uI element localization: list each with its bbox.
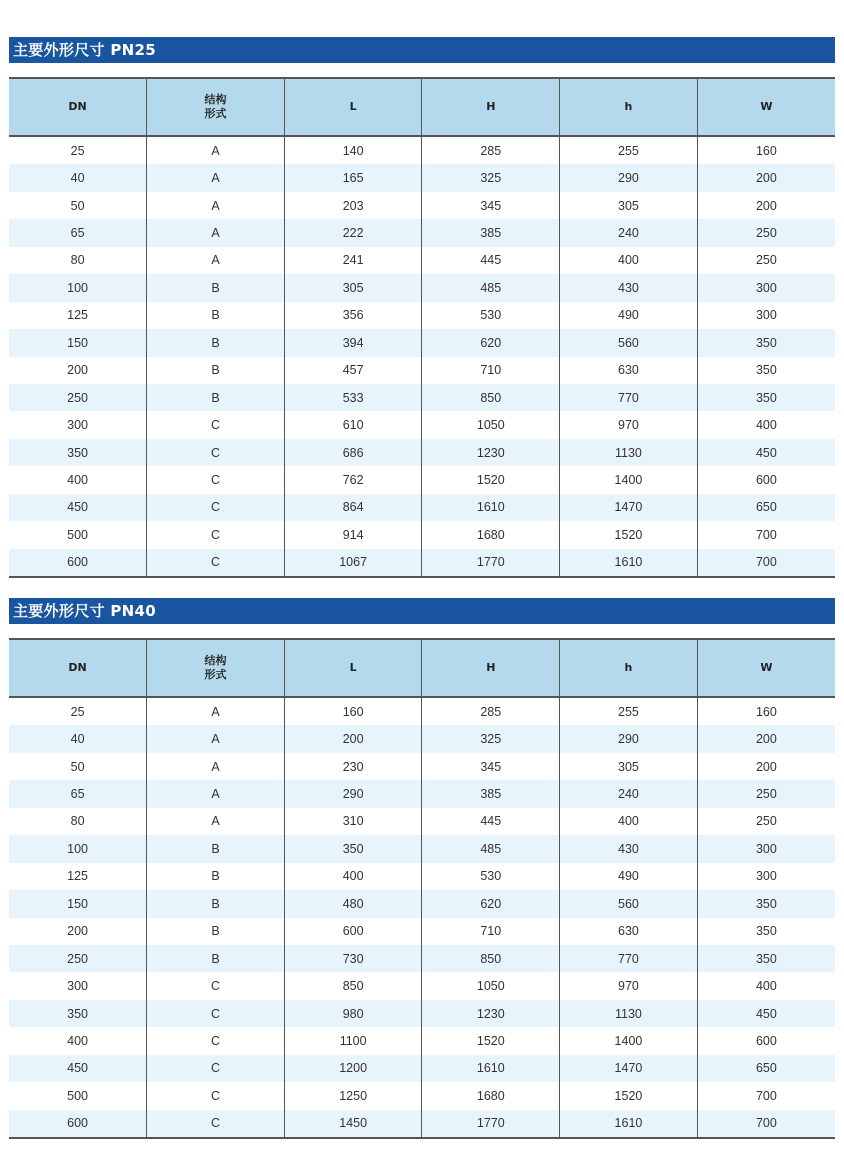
table-cell: C	[147, 521, 285, 548]
table-cell: 1400	[560, 1027, 698, 1054]
table-cell: 65	[9, 780, 147, 807]
table-cell: 1610	[422, 1055, 560, 1082]
table-header-row	[9, 639, 835, 697]
table-row	[9, 697, 835, 725]
table-cell: B	[147, 357, 285, 384]
table-cell: C	[147, 411, 285, 438]
table-cell: C	[147, 549, 285, 577]
table-cell: 864	[284, 494, 422, 521]
table-cell: 1680	[422, 521, 560, 548]
column-header: DN	[9, 78, 147, 136]
table-cell: 25	[70, 704, 85, 719]
table-cell: 222	[284, 219, 422, 246]
table-cell: C	[147, 1000, 285, 1027]
table-cell: 970	[560, 411, 698, 438]
column-header: H	[422, 639, 560, 697]
table-cell: 285	[422, 136, 560, 164]
column-header: h	[560, 639, 698, 697]
table-cell: 850	[422, 384, 560, 411]
table-cell: C	[147, 494, 285, 521]
table-cell: 241	[284, 247, 422, 274]
table-cell: 1610	[422, 494, 560, 521]
table-cell: 200	[67, 363, 88, 378]
table-cell: B	[147, 329, 285, 356]
table-cell: 300	[697, 835, 835, 862]
table-cell: 290	[560, 725, 698, 752]
table-row	[9, 384, 835, 411]
table-row	[9, 863, 835, 890]
table-cell: 710	[422, 357, 560, 384]
table-cell: 1680	[422, 1082, 560, 1109]
table-row	[9, 302, 835, 329]
table-cell: 457	[284, 357, 422, 384]
table-cell: 1250	[284, 1082, 422, 1109]
table-cell: C	[147, 1110, 285, 1138]
table-cell: 400	[697, 411, 835, 438]
table-cell: B	[147, 890, 285, 917]
table-header-row	[9, 78, 835, 136]
table-cell: 305	[560, 753, 698, 780]
table-cell: 305	[284, 274, 422, 301]
pn25-section	[9, 37, 835, 578]
table-cell: 450	[697, 439, 835, 466]
column-header: DN	[9, 639, 147, 697]
column-header: L	[284, 78, 422, 136]
table-row	[9, 219, 835, 246]
table-cell: 560	[560, 329, 698, 356]
dimension-table	[9, 638, 835, 1139]
table-cell: 1520	[422, 466, 560, 493]
column-header: L	[284, 639, 422, 697]
table-cell: 345	[422, 192, 560, 219]
table-cell: 1050	[422, 972, 560, 999]
table-cell: 350	[697, 329, 835, 356]
table-cell: 700	[697, 521, 835, 548]
table-cell: 345	[422, 753, 560, 780]
table-cell: 500	[67, 527, 88, 542]
table-row	[9, 890, 835, 917]
table-cell: 1230	[422, 1000, 560, 1027]
table-row	[9, 164, 835, 191]
table-cell: 730	[284, 945, 422, 972]
table-cell: 50	[70, 198, 85, 213]
table-cell: 385	[422, 780, 560, 807]
table-cell: 1130	[560, 439, 698, 466]
table-cell: 1520	[422, 1027, 560, 1054]
table-cell: 40	[9, 164, 147, 191]
table-cell: B	[147, 274, 285, 301]
table-row	[9, 753, 835, 780]
table-cell: B	[147, 945, 285, 972]
column-header: W	[697, 78, 835, 136]
table-row	[9, 494, 835, 521]
table-cell: 200	[284, 725, 422, 752]
table-row	[9, 329, 835, 356]
table-cell: A	[147, 219, 285, 246]
table-cell: 160	[284, 697, 422, 725]
table-cell: 762	[284, 466, 422, 493]
table-cell: A	[147, 780, 285, 807]
table-cell: 1470	[560, 1055, 698, 1082]
table-row	[9, 972, 835, 999]
table-cell: 630	[560, 357, 698, 384]
table-cell: 255	[560, 697, 698, 725]
table-cell: 1400	[560, 466, 698, 493]
table-cell: 250	[697, 808, 835, 835]
table-cell: 385	[422, 219, 560, 246]
table-cell: 325	[422, 725, 560, 752]
table-cell: 620	[422, 890, 560, 917]
table-cell: 1100	[284, 1027, 422, 1054]
table-cell: B	[147, 835, 285, 862]
table-cell: 350	[697, 945, 835, 972]
table-cell: 165	[284, 164, 422, 191]
table-cell: 430	[560, 835, 698, 862]
section-title: 主要外形尺寸 PN40	[9, 598, 835, 624]
table-cell: 350	[697, 918, 835, 945]
table-cell: 300	[67, 979, 88, 994]
table-cell: 445	[422, 247, 560, 274]
table-cell: 770	[560, 384, 698, 411]
table-cell: 700	[697, 549, 835, 577]
table-cell: 350	[697, 384, 835, 411]
table-cell: 445	[422, 808, 560, 835]
table-cell: B	[147, 384, 285, 411]
table-cell: 350	[9, 439, 147, 466]
table-cell: 300	[697, 863, 835, 890]
table-body	[9, 697, 835, 1138]
table-cell: 480	[284, 890, 422, 917]
table-cell: B	[147, 918, 285, 945]
table-cell: 485	[422, 274, 560, 301]
table-cell: 500	[67, 1088, 88, 1103]
table-cell: 325	[422, 164, 560, 191]
table-cell: 1610	[560, 1110, 698, 1138]
table-row	[9, 136, 835, 164]
table-cell: C	[147, 972, 285, 999]
table-cell: 255	[560, 136, 698, 164]
table-cell: 125	[67, 308, 88, 323]
table-row	[9, 411, 835, 438]
table-cell: 100	[9, 835, 147, 862]
table-cell: 240	[560, 780, 698, 807]
table-cell: 350	[697, 890, 835, 917]
table-cell: 650	[697, 1055, 835, 1082]
table-cell: 300	[697, 274, 835, 301]
table-cell: 600	[9, 1110, 147, 1138]
table-cell: 50	[70, 759, 85, 774]
table-cell: 1130	[560, 1000, 698, 1027]
table-row	[9, 780, 835, 807]
table-cell: 305	[560, 192, 698, 219]
table-cell: 700	[697, 1082, 835, 1109]
table-row	[9, 549, 835, 577]
table-cell: 1067	[284, 549, 422, 577]
table-cell: 400	[697, 972, 835, 999]
table-cell: 530	[422, 302, 560, 329]
table-cell: 350	[284, 835, 422, 862]
table-cell: 850	[422, 945, 560, 972]
table-cell: 700	[697, 1110, 835, 1138]
table-cell: B	[147, 863, 285, 890]
table-cell: 200	[697, 753, 835, 780]
table-cell: 1610	[560, 549, 698, 577]
table-cell: 980	[284, 1000, 422, 1027]
table-cell: 1050	[422, 411, 560, 438]
table-row	[9, 945, 835, 972]
table-row	[9, 725, 835, 752]
table-cell: A	[147, 753, 285, 780]
table-cell: 356	[284, 302, 422, 329]
table-body	[9, 136, 835, 577]
table-cell: A	[147, 192, 285, 219]
table-cell: 400	[67, 472, 88, 487]
table-cell: 290	[284, 780, 422, 807]
table-cell: 250	[697, 219, 835, 246]
table-row	[9, 521, 835, 548]
table-cell: 1520	[560, 1082, 698, 1109]
column-header: H	[422, 78, 560, 136]
table-cell: 630	[560, 918, 698, 945]
table-cell: 1450	[284, 1110, 422, 1138]
table-cell: 25	[70, 143, 85, 158]
table-cell: 160	[697, 136, 835, 164]
table-cell: 350	[9, 1000, 147, 1027]
table-cell: 400	[67, 1033, 88, 1048]
table-cell: 1230	[422, 439, 560, 466]
table-cell: 600	[284, 918, 422, 945]
column-header: h	[560, 78, 698, 136]
table-cell: 400	[284, 863, 422, 890]
table-cell: 1200	[284, 1055, 422, 1082]
table-cell: 560	[560, 890, 698, 917]
table-cell: 485	[422, 835, 560, 862]
table-cell: A	[147, 697, 285, 725]
table-row	[9, 466, 835, 493]
pn40-section	[9, 598, 835, 1139]
table-cell: 100	[9, 274, 147, 301]
table-cell: 850	[284, 972, 422, 999]
column-header: W	[697, 639, 835, 697]
table-cell: 490	[560, 302, 698, 329]
table-cell: B	[147, 302, 285, 329]
table-row	[9, 1027, 835, 1054]
table-cell: 200	[697, 725, 835, 752]
table-cell: 200	[67, 924, 88, 939]
table-cell: 530	[422, 863, 560, 890]
table-row	[9, 1110, 835, 1138]
table-cell: 250	[697, 780, 835, 807]
table-cell: C	[147, 439, 285, 466]
table-cell: 65	[9, 219, 147, 246]
table-cell: A	[147, 136, 285, 164]
table-cell: 770	[560, 945, 698, 972]
table-cell: C	[147, 1055, 285, 1082]
table-cell: 914	[284, 521, 422, 548]
table-cell: 450	[9, 494, 147, 521]
table-cell: 200	[697, 164, 835, 191]
table-cell: 620	[422, 329, 560, 356]
table-cell: 533	[284, 384, 422, 411]
table-cell: 250	[9, 384, 147, 411]
table-cell: A	[147, 164, 285, 191]
table-cell: 300	[67, 418, 88, 433]
table-cell: 686	[284, 439, 422, 466]
table-cell: 600	[697, 466, 835, 493]
table-row	[9, 274, 835, 301]
table-cell: 430	[560, 274, 698, 301]
section-title: 主要外形尺寸 PN25	[9, 37, 835, 63]
table-row	[9, 808, 835, 835]
table-cell: 310	[284, 808, 422, 835]
table-cell: 350	[697, 357, 835, 384]
table-cell: C	[147, 1082, 285, 1109]
table-cell: 1770	[422, 1110, 560, 1138]
table-cell: 200	[697, 192, 835, 219]
table-cell: 600	[697, 1027, 835, 1054]
table-cell: A	[147, 247, 285, 274]
table-row	[9, 918, 835, 945]
table-cell: A	[147, 725, 285, 752]
table-cell: 450	[9, 1055, 147, 1082]
table-cell: 610	[284, 411, 422, 438]
dimension-table	[9, 77, 835, 578]
table-cell: 490	[560, 863, 698, 890]
table-row	[9, 1055, 835, 1082]
table-cell: 1520	[560, 521, 698, 548]
table-cell: 450	[697, 1000, 835, 1027]
table-row	[9, 835, 835, 862]
table-cell: 650	[697, 494, 835, 521]
table-row	[9, 247, 835, 274]
column-header: 结构 形式	[147, 639, 285, 697]
table-cell: 230	[284, 753, 422, 780]
table-cell: 1470	[560, 494, 698, 521]
table-row	[9, 357, 835, 384]
table-cell: 285	[422, 697, 560, 725]
table-cell: 80	[70, 253, 85, 268]
table-row	[9, 1082, 835, 1109]
table-cell: C	[147, 466, 285, 493]
table-cell: 240	[560, 219, 698, 246]
table-cell: 290	[560, 164, 698, 191]
column-header: 结构 形式	[147, 78, 285, 136]
table-row	[9, 192, 835, 219]
table-row	[9, 439, 835, 466]
table-cell: 140	[284, 136, 422, 164]
table-cell: 80	[70, 814, 85, 829]
table-cell: 250	[697, 247, 835, 274]
table-cell: 300	[697, 302, 835, 329]
table-cell: 150	[9, 890, 147, 917]
table-cell: 710	[422, 918, 560, 945]
table-row	[9, 1000, 835, 1027]
table-cell: 160	[697, 697, 835, 725]
table-cell: 394	[284, 329, 422, 356]
table-cell: 970	[560, 972, 698, 999]
table-cell: 400	[560, 808, 698, 835]
table-cell: 250	[9, 945, 147, 972]
table-cell: 400	[560, 247, 698, 274]
table-cell: 600	[9, 549, 147, 577]
table-cell: A	[147, 808, 285, 835]
table-cell: C	[147, 1027, 285, 1054]
table-cell: 125	[67, 869, 88, 884]
table-cell: 1770	[422, 549, 560, 577]
table-cell: 150	[9, 329, 147, 356]
table-cell: 40	[9, 725, 147, 752]
table-cell: 203	[284, 192, 422, 219]
